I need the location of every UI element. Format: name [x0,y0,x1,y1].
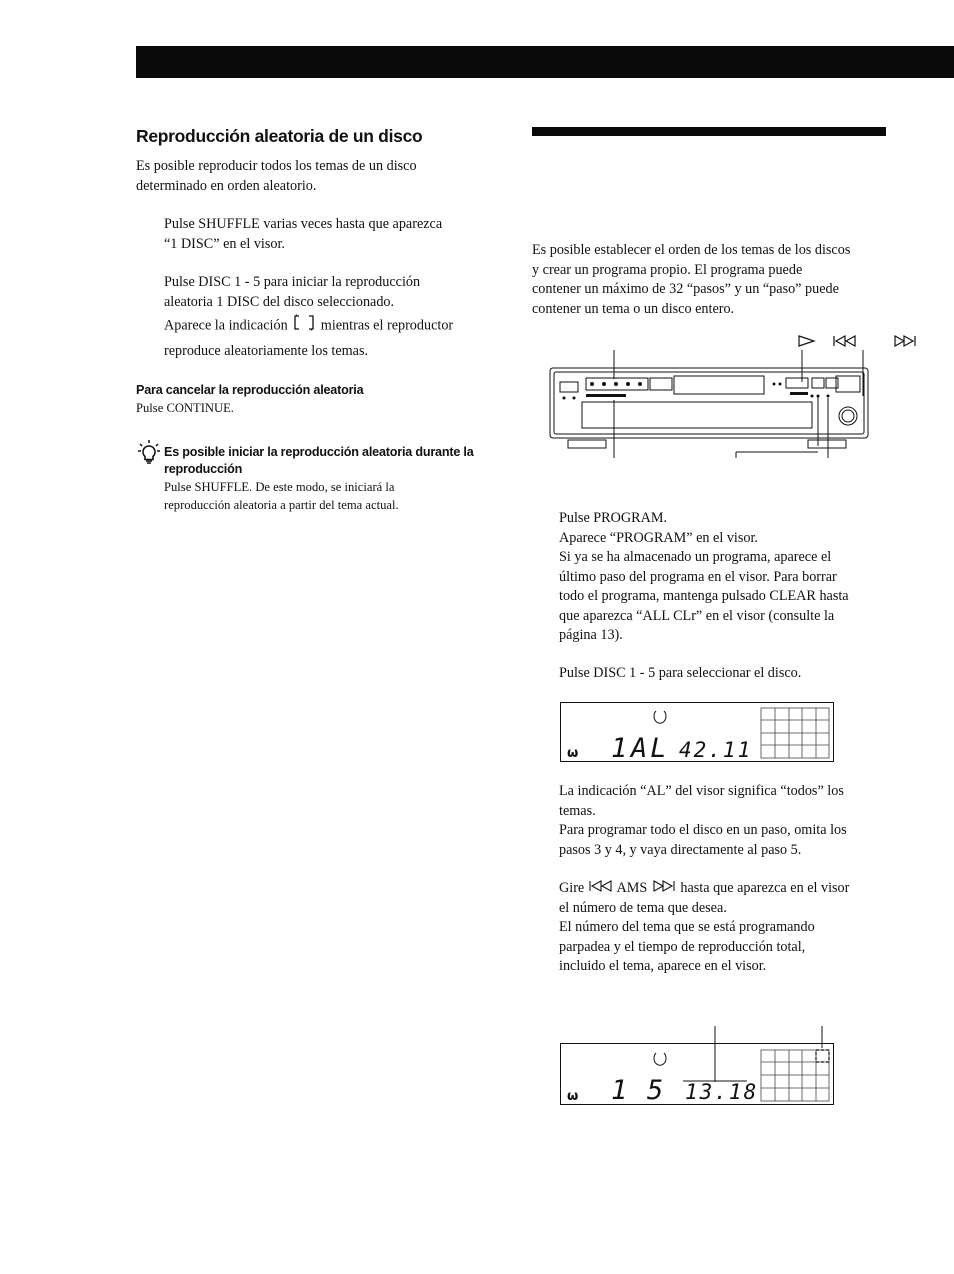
lcd-display-2 [560,1043,834,1105]
intro-text: Es posible reproducir todos los temas de un disco determinado en orden aleatorio. [136,158,417,194]
program-intro: Es posible establecer el orden de los temas de los discos y crear un programa propio. El programa puede contener un máximo de 32 “pasos” y un “paso” puede contener un tema o un disco entero. [532,242,851,317]
tip-title: Es posible iniciar la reproducción aleatoria durante la reproducción [164,445,474,476]
lcd-display-1 [560,702,834,762]
next-track-icon [651,879,677,899]
lcd-time: 42.11 [679,738,753,762]
tip-text: Pulse SHUFFLE. De este modo, se iniciará la reproducción aleatoria a partir del tema actual. [164,480,399,512]
shuffle-indicator-icon [291,313,317,340]
tip-bulb-icon [138,440,160,469]
next-track-icon [892,334,918,353]
section-title: Reproducción aleatoria de un disco [136,126,423,146]
cancel-title: Para cancelar la reproducción aleatoria [136,383,364,397]
prev-track-icon [588,879,614,899]
cancel-text: Pulse CONTINUE. [136,401,234,415]
program-note: La indicación “AL” del visor significa “todos” los temas. Para programar todo el disco en un paso, omita los pasos 3 y 4, y vaya directamente al paso 5. [559,783,847,858]
program-step-1: Pulse PROGRAM. Aparece “PROGRAM” en el visor. Si ya se ha almacenado un programa, aparece el último paso del programa en el visor. Para borrar todo el programa, mantenga pulsado CLEAR hasta que aparezca “ALL CLr” en el visor (consulte la página 13). [559,510,849,643]
lcd-time: 13.18 [685,1080,759,1104]
lcd-track: AL [631,733,670,764]
svg-text:ω: ω [567,746,579,761]
program-step-2: Pulse DISC 1 - 5 para seleccionar el disco. [559,665,802,681]
step-1-text: Pulse SHUFFLE varias veces hasta que aparezca “1 DISC” en el visor. [164,216,443,252]
header-bar [136,46,954,78]
section-rule [532,127,886,136]
program-step-3: Gire AMS hasta que aparezca en el visor el número de tema que desea. El número del tema que se está programando parpadea y el tiempo de reproducción total, incluido el tema, aparece en el visor. [559,880,850,975]
svg-text:ω: ω [567,1089,579,1104]
lcd-disc-number: 1 [611,733,628,764]
step-2-text: Pulse DISC 1 - 5 para iniciar la reproducción aleatoria 1 DISC del disco seleccionado. Aparece la indicación mientras el reproductor reproduce aleatoriamente los temas. [164,274,454,359]
lcd-track: 5 [647,1075,664,1106]
lcd-disc-number: 1 [611,1075,628,1106]
cd-player-illustration [546,346,876,466]
